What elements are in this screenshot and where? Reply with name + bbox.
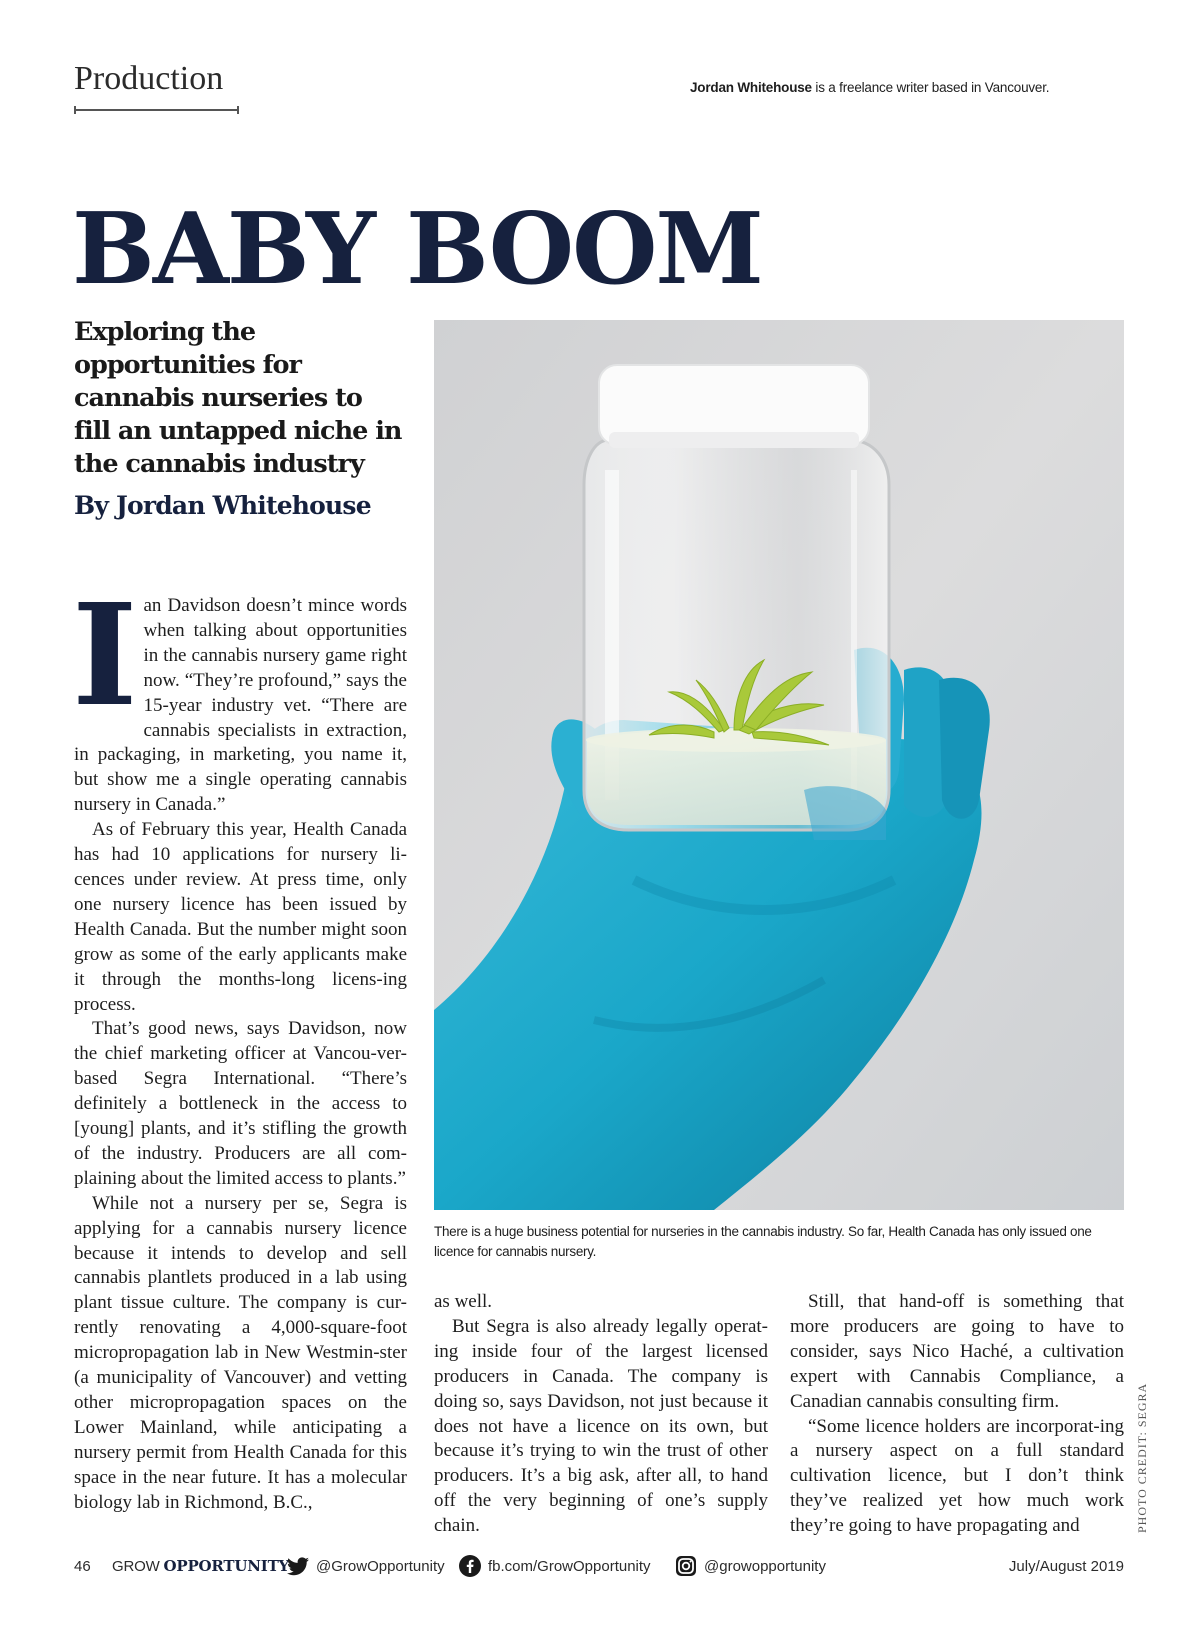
section-label: Production xyxy=(74,60,224,97)
body-paragraph: While not a nursery per se, Segra is applying for a cannabis nursery licence because it intends to develop and sell cannabis plantlets produced in a lab using plant tissue culture. The company is cur-rently renovating a 4,000-square-foot micropropagation lab in New Westmin-ster (a municipality of Vancouver) and vetting other micropropagation spaces on the Lower Mainland, while anticipating a nursery permit from Health Canada for this space in the near future. It has a molecular biology lab in Richmond, B.C., xyxy=(74,1192,407,1513)
body-column-2 xyxy=(434,1290,768,1539)
instagram-link[interactable] xyxy=(674,1552,826,1580)
gloved-hand-jar-illustration xyxy=(434,320,1124,1210)
drop-cap: I xyxy=(72,574,138,738)
body-paragraph: That’s good news, says Davidson, now the chief marketing officer at Vancou-ver-based Segra International. “There’s definitely a bottleneck in the access to [young] plants, and it’s stifling the growth of the industry. Producers are all com-plaining about the limited access to plants.” xyxy=(74,1018,407,1189)
facebook-link[interactable] xyxy=(458,1552,651,1580)
brand-bold: OPPORTUNITY xyxy=(163,1557,290,1575)
section-rule xyxy=(74,109,239,111)
twitter-link[interactable] xyxy=(286,1552,445,1580)
magazine-brand xyxy=(112,1552,289,1580)
body-paragraph: “Some licence holders are incorporat-ing a nursery aspect on a full standard cultivation licence, but I don’t think they’ve realized yet how much work they’re going to have propagating and xyxy=(790,1415,1124,1537)
article-photo xyxy=(434,320,1124,1210)
body-column-1 xyxy=(72,574,407,1516)
twitter-bird-icon xyxy=(286,1554,310,1578)
instagram-icon xyxy=(674,1554,698,1578)
deck-subtitle: Exploring the opportunities for cannabis nurseries to fill an untapped niche in the cannabis industry xyxy=(74,317,402,479)
headline: BABY BOOM xyxy=(72,192,762,307)
byline: By Jordan Whitehouse xyxy=(74,491,371,520)
body-paragraph: as well. xyxy=(434,1291,493,1312)
photo-credit: PHOTO CREDIT: SEGRA xyxy=(1135,1382,1149,1533)
author-note xyxy=(690,80,1049,95)
body-paragraph: But Segra is also already legally operat-ing inside four of the largest licensed producers in Canada. The company is doing so, says Davidson, not just because it does not have a licence on its own, but because it’s trying to win the trust of other producers. It’s a big ask, after all, to hand off the very beginning of one’s supply chain. xyxy=(434,1315,768,1537)
body-paragraph: Still, that hand-off is something that more producers are going to have to consider, says Nico Haché, a cultivation expert with Cannabis Compliance, a Canadian cannabis consulting firm. xyxy=(790,1291,1124,1412)
issue-date: July/August 2019 xyxy=(1008,1557,1124,1575)
body-paragraph: As of February this year, Health Canada has had 10 applications for nursery li-cences under review. At press time, only one nursery licence has been issued by Health Canada. But the number might soon grow as some of the early applicants make it through the months-long licens-ing process. xyxy=(74,819,407,1015)
page-number: 46 xyxy=(74,1557,91,1575)
twitter-handle: @GrowOpportunity xyxy=(316,1557,445,1575)
author-name: Jordan Whitehouse xyxy=(690,80,812,95)
brand-light: GROW xyxy=(112,1557,160,1575)
author-description: is a freelance writer based in Vancouver. xyxy=(811,80,1050,95)
instagram-handle: @growopportunity xyxy=(704,1557,826,1575)
photo-caption: There is a huge business potential for nurseries in the cannabis industry. So far, Health Canada has only issued one licence for cannabis nursery. xyxy=(434,1224,1092,1259)
facebook-url: fb.com/GrowOpportunity xyxy=(488,1557,651,1575)
body-column-3 xyxy=(790,1290,1124,1539)
body-paragraph: an Davidson doesn’t mince words when talking about opportunities in the cannabis nursery game right now. “They’re profound,” says the 15-year industry vet. “There are cannabis specialists in extraction, in packaging, in marketing, you name it, but show me a single operating cannabis nursery in Canada.” xyxy=(74,595,407,816)
facebook-icon xyxy=(458,1554,482,1578)
page-footer xyxy=(74,1552,1124,1580)
